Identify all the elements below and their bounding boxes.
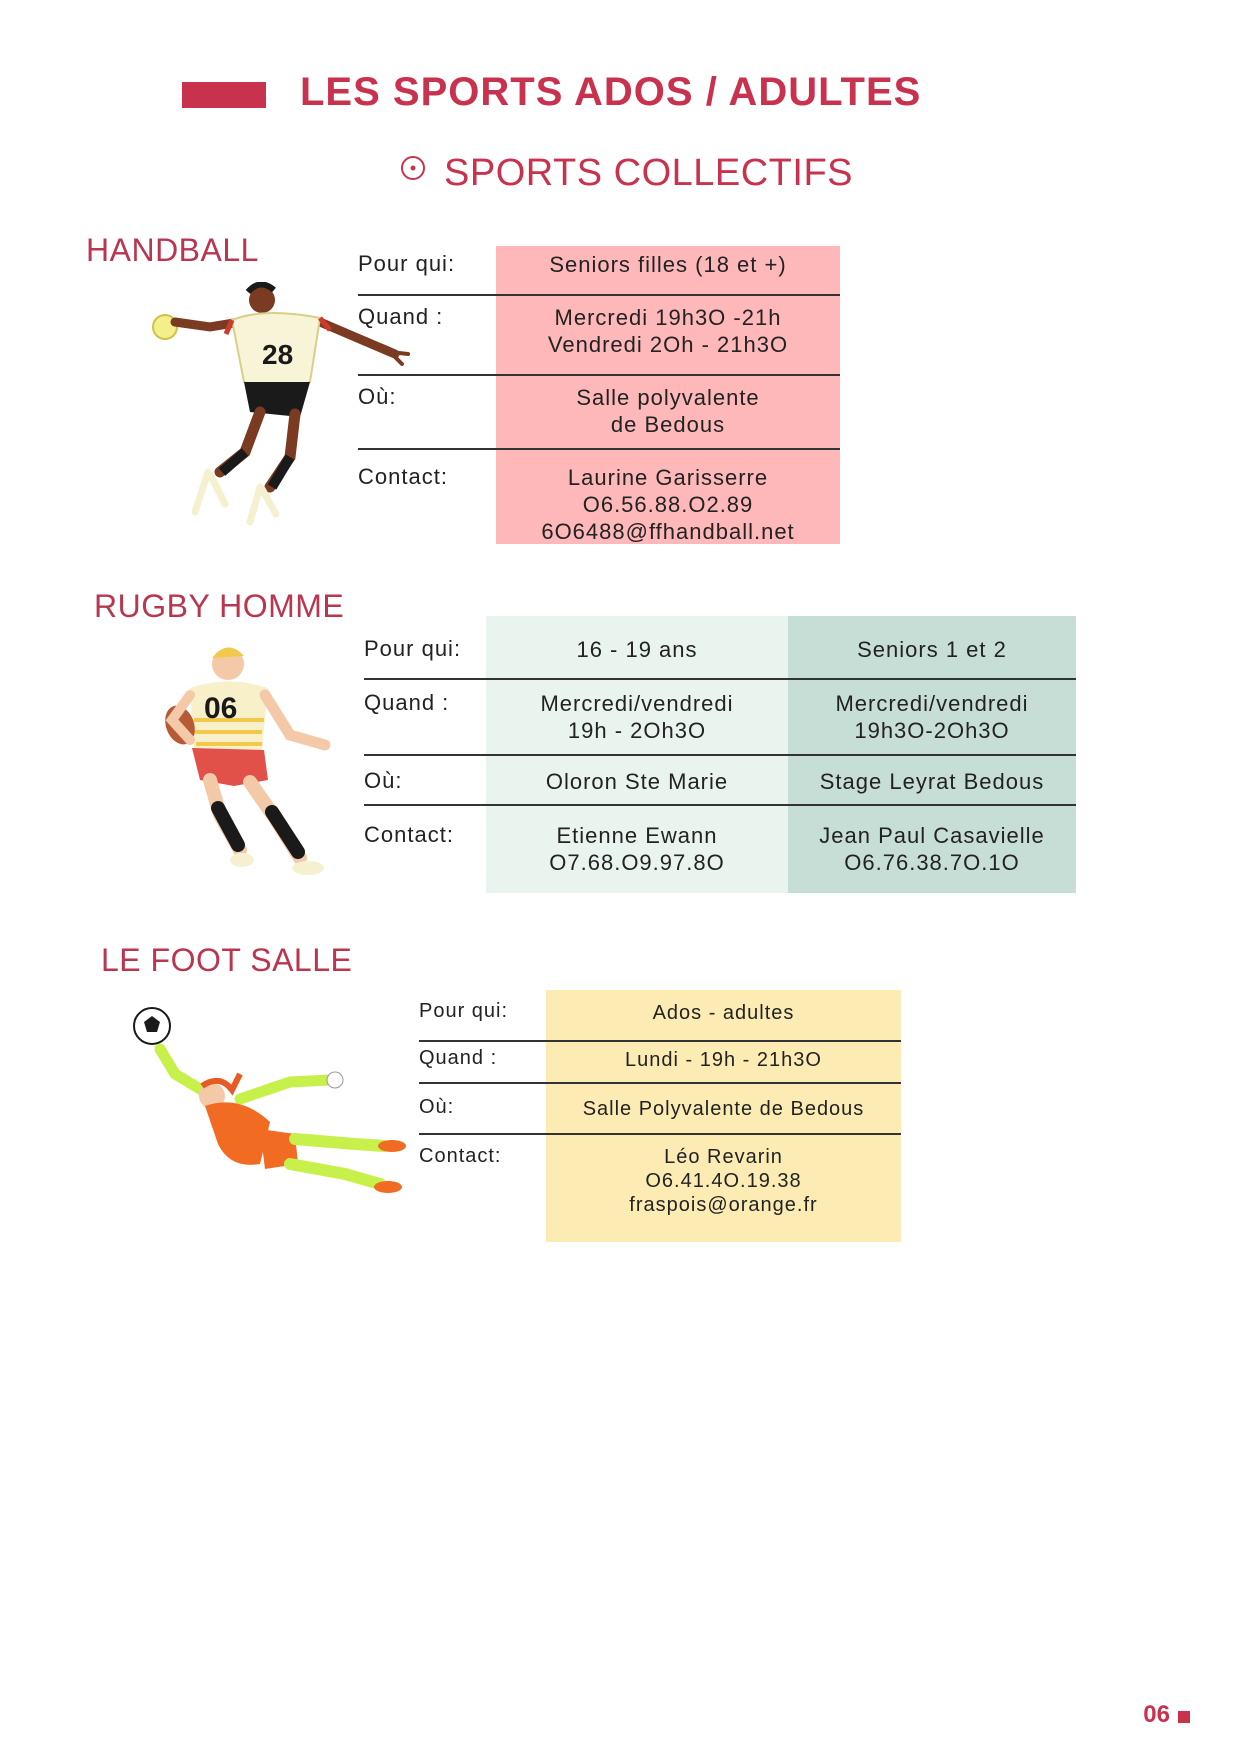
foot-title: LE FOOT SALLE — [101, 942, 353, 978]
table-divider — [364, 678, 1076, 680]
handball-contact-value: Laurine Garisserre O6.56.88.O2.89 6O6488@ffhandball.net — [541, 465, 795, 544]
rugby-contact-col1: Etienne Ewann O7.68.O9.97.8O — [549, 823, 725, 875]
rugby-pour-qui-col2: Seniors 1 et 2 — [857, 637, 1007, 662]
foot-table — [419, 990, 901, 1242]
page-number: 06 — [1143, 1701, 1170, 1728]
table-divider — [358, 374, 840, 376]
handball-title: HANDBALL — [86, 232, 259, 268]
rugby-table — [364, 616, 1076, 893]
row-label-quand: Quand : — [419, 1047, 498, 1069]
rugby-title: RUGBY HOMME — [94, 588, 345, 624]
row-label-contact: Contact: — [364, 822, 454, 847]
row-label-quand: Quand : — [364, 690, 450, 715]
table-divider — [419, 1082, 901, 1084]
rugby-ou-col2: Stage Leyrat Bedous — [819, 769, 1045, 794]
row-label-ou: Où: — [364, 768, 403, 793]
rugby-contact-col2: Jean Paul Casavielle O6.76.38.7O.1O — [819, 823, 1045, 875]
rugby-jersey-number: 06 — [204, 692, 238, 725]
row-label-pour-qui: Pour qui: — [358, 251, 456, 276]
row-label-quand: Quand : — [358, 304, 444, 329]
table-divider — [358, 294, 840, 296]
handball-table — [358, 246, 840, 544]
foot-contact-value: Léo Revarin O6.41.4O.19.38 fraspois@orange.fr — [629, 1146, 818, 1216]
page-title: LES SPORTS ADOS / ADULTES — [300, 70, 922, 114]
subtitle: SPORTS COLLECTIFS — [444, 152, 854, 194]
section-heading — [400, 152, 853, 195]
table-divider — [358, 448, 840, 450]
rugby-ou-col1: Oloron Ste Marie — [545, 769, 729, 794]
rugby-quand-col1: Mercredi/vendredi 19h - 2Oh3O — [540, 691, 734, 743]
row-label-pour-qui: Pour qui: — [419, 1000, 509, 1022]
foot-ou-value: Salle Polyvalente de Bedous — [582, 1098, 865, 1120]
header-accent-bar — [182, 82, 266, 108]
table-divider — [419, 1040, 901, 1042]
handball-pour-qui-value: Seniors filles (18 et +) — [549, 252, 787, 277]
table-divider — [419, 1133, 901, 1135]
row-label-pour-qui: Pour qui: — [364, 636, 462, 661]
rugby-quand-col2: Mercredi/vendredi 19h3O-2Oh3O — [835, 691, 1029, 743]
foot-quand-value: Lundi - 19h - 21h3O — [625, 1049, 822, 1071]
table-divider — [364, 804, 1076, 806]
row-label-contact: Contact: — [358, 464, 448, 489]
row-label-ou: Où: — [419, 1096, 455, 1118]
row-label-contact: Contact: — [419, 1145, 502, 1167]
table-divider — [364, 754, 1076, 756]
handball-ou-value: Salle polyvalente de Bedous — [576, 385, 760, 437]
target-circle-icon — [400, 155, 426, 181]
goalkeeper-illustration — [130, 1004, 420, 1214]
row-label-ou: Où: — [358, 384, 397, 409]
handball-jersey-number: 28 — [262, 339, 294, 370]
handball-quand-value: Mercredi 19h3O -21h Vendredi 2Oh - 21h3O — [547, 305, 789, 357]
page-number-marker — [1178, 1711, 1190, 1723]
foot-pour-qui-value: Ados - adultes — [652, 1002, 795, 1024]
rugby-pour-qui-col1: 16 - 19 ans — [576, 637, 698, 662]
rugby-player-illustration — [150, 640, 350, 880]
